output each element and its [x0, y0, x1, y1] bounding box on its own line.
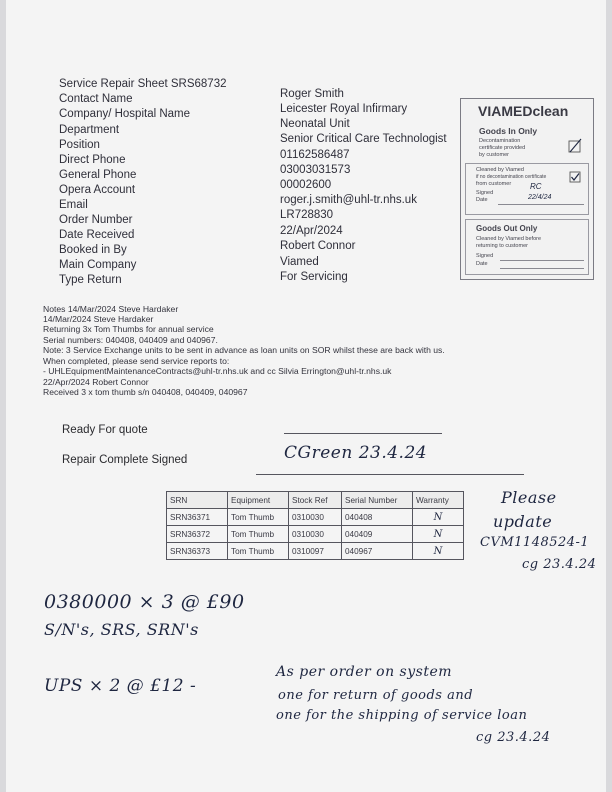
hand-order-note-1: As per order on system	[276, 664, 453, 680]
hand-cg-date-2: cg 23.4.24	[476, 730, 551, 745]
goods-in-title: Goods In Only	[479, 126, 538, 136]
cell-warranty: N	[413, 509, 464, 526]
col-stock-ref: Stock Ref	[289, 492, 342, 509]
table-header-row	[167, 492, 464, 509]
hand-0380000-line: 0380000 × 3 @ £90	[44, 591, 245, 613]
note-line: Returning 3x Tom Thumbs for annual service	[43, 324, 214, 334]
goods-out-text-2: returning to customer	[476, 243, 528, 249]
srn-equipment-table	[166, 491, 464, 560]
cell-equipment: Tom Thumb	[228, 543, 289, 560]
repair-complete-label: Repair Complete Signed	[62, 454, 188, 466]
col-serial-number: Serial Number	[342, 492, 413, 509]
goods-in-date-label: Date	[476, 197, 488, 203]
value-email: roger.j.smith@uhl-tr.nhs.uk	[280, 194, 417, 206]
goods-in-text-2: certificate provided	[479, 145, 526, 151]
note-line: 14/Mar/2024 Steve Hardaker	[43, 314, 154, 324]
hand-update: update	[493, 512, 553, 531]
hand-please: Please	[501, 488, 557, 507]
value-position: Senior Critical Care Technologist	[280, 133, 447, 145]
goods-in-signed-label: Signed	[476, 190, 494, 196]
note-line: Serial numbers: 040408, 040409 and 040967.	[43, 335, 218, 345]
note-line: Received 3 x tom thumb s/n 040408, 040409, 040967	[43, 387, 248, 397]
ready-for-quote-signature-line	[284, 433, 442, 434]
goods-in-text-3: by customer	[479, 152, 509, 158]
note-line: 22/Apr/2024 Robert Connor	[43, 377, 149, 387]
note-line: When completed, please send service reports to:	[43, 356, 230, 366]
goods-out-section	[465, 219, 589, 275]
label-general-phone: General Phone	[59, 169, 137, 181]
hand-sns-line: S/N's, SRS, SRN's	[44, 620, 199, 639]
goods-in-checkbox-ticked-icon	[567, 137, 585, 155]
ready-for-quote-label: Ready For quote	[62, 424, 148, 436]
viamed-clean-stamp	[460, 98, 594, 280]
hand-cvm-number: CVM1148524-1	[480, 535, 590, 550]
label-date-received: Date Received	[59, 229, 135, 241]
service-repair-sheet-page	[6, 0, 606, 792]
hand-cg-date-1: cg 23.4.24	[522, 557, 597, 572]
goods-out-signed-label: Signed	[476, 253, 494, 259]
label-opera-account: Opera Account	[59, 184, 136, 196]
goods-in-text-1: Decontamination	[479, 138, 521, 144]
note-line: - UHLEquipmentMaintenanceContracts@uhl-tr.nhs.uk and cc Silvia Errington@uhl-tr.nhs.uk	[43, 366, 392, 376]
value-general-phone: 03003031573	[280, 164, 351, 176]
col-srn: SRN	[167, 492, 228, 509]
label-direct-phone: Direct Phone	[59, 154, 126, 166]
label-booked-in-by: Booked in By	[59, 244, 127, 256]
note-line: Note: 3 Service Exchange units to be sent in advance as loan units on SOR whilst these are back with us.	[43, 345, 445, 355]
goods-in-initials: RC	[530, 182, 542, 191]
hand-order-note-3: one for the shipping of service loan	[276, 708, 528, 723]
cell-serial: 040967	[342, 543, 413, 560]
label-contact-name: Contact Name	[59, 93, 133, 105]
goods-out-text-1: Cleaned by Viamed before	[476, 236, 542, 242]
viamed-brand: VIAMEDclean	[478, 103, 569, 119]
label-main-company: Main Company	[59, 259, 137, 271]
label-email: Email	[59, 199, 88, 211]
hand-order-note-2: one for return of goods and	[278, 688, 474, 703]
cleaned-checkbox-ticked-icon	[569, 171, 583, 185]
value-company: Leicester Royal Infirmary	[280, 103, 408, 115]
value-order-number: LR728830	[280, 209, 334, 221]
hand-ups-line: UPS × 2 @ £12 -	[44, 676, 197, 696]
cell-serial: 040409	[342, 526, 413, 543]
label-type-return: Type Return	[59, 274, 122, 286]
col-equipment: Equipment	[228, 492, 289, 509]
table-row	[167, 543, 464, 560]
cell-srn: SRN36372	[167, 526, 228, 543]
value-direct-phone: 01162586487	[280, 149, 350, 161]
cell-equipment: Tom Thumb	[228, 509, 289, 526]
cell-srn: SRN36373	[167, 543, 228, 560]
cell-srn: SRN36371	[167, 509, 228, 526]
sheet-title: Service Repair Sheet SRS68732	[59, 78, 227, 90]
repair-complete-signature-line	[256, 474, 524, 475]
value-type-return: For Servicing	[280, 271, 348, 283]
cell-stock-ref: 0310030	[289, 509, 342, 526]
goods-out-date-label: Date	[476, 261, 488, 267]
cell-equipment: Tom Thumb	[228, 526, 289, 543]
cleaned-text-1: Cleaned by Viamed	[476, 167, 524, 173]
repair-complete-signature: CGreen 23.4.24	[284, 443, 428, 463]
label-position: Position	[59, 139, 100, 151]
value-department: Neonatal Unit	[280, 118, 350, 130]
cleaned-text-3: from customer	[476, 181, 512, 187]
value-opera-account: 00002600	[280, 179, 332, 191]
cell-warranty: N	[413, 526, 464, 543]
value-booked-in-by: Robert Connor	[280, 240, 356, 252]
value-contact-name: Roger Smith	[280, 88, 344, 100]
value-date-received: 22/Apr/2024	[280, 225, 343, 237]
cell-stock-ref: 0310097	[289, 543, 342, 560]
cell-warranty: N	[413, 543, 464, 560]
table-row	[167, 526, 464, 543]
note-line: Notes 14/Mar/2024 Steve Hardaker	[43, 304, 179, 314]
cell-serial: 040408	[342, 509, 413, 526]
goods-out-title: Goods Out Only	[476, 224, 538, 233]
value-main-company: Viamed	[280, 256, 319, 268]
table-row	[167, 509, 464, 526]
label-order-number: Order Number	[59, 214, 133, 226]
cleaned-by-viamed-section	[465, 163, 589, 215]
label-company: Company/ Hospital Name	[59, 108, 191, 120]
cleaned-text-2: if no decontamination certificate	[476, 174, 547, 180]
col-warranty: Warranty	[413, 492, 464, 509]
goods-in-date-value: 22/4/24	[528, 194, 552, 201]
label-department: Department	[59, 124, 120, 136]
cell-stock-ref: 0310030	[289, 526, 342, 543]
